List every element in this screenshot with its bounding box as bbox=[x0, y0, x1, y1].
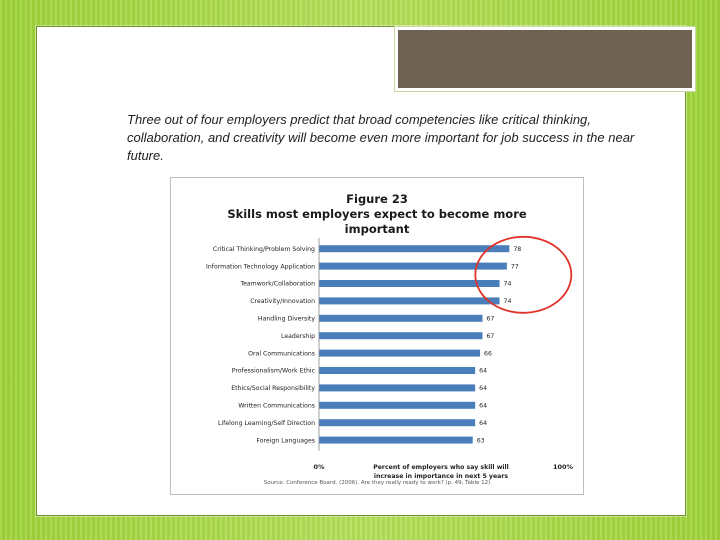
data-label: 64 bbox=[479, 385, 488, 393]
data-label: 67 bbox=[486, 315, 495, 323]
chart-figure-number: Figure 23 bbox=[346, 192, 408, 206]
category-label: Creativity/Innovation bbox=[250, 298, 315, 306]
data-label: 64 bbox=[479, 367, 488, 375]
data-label: 77 bbox=[510, 263, 519, 271]
category-label: Teamwork/Collaboration bbox=[240, 280, 315, 288]
bar bbox=[319, 297, 500, 304]
category-label: Handling Diversity bbox=[257, 315, 315, 323]
data-label: 64 bbox=[479, 402, 488, 410]
x-axis-label-line1: Percent of employers who say skill will bbox=[373, 463, 509, 471]
bar bbox=[319, 402, 475, 409]
caption-text: Three out of four employers predict that broad competencies like critical thinking, collaboration, and creativity will become even more important for job success in the near future. bbox=[127, 112, 635, 163]
title-placeholder-tab bbox=[395, 27, 695, 91]
data-label: 63 bbox=[476, 437, 485, 445]
category-label: Information Technology Application bbox=[206, 263, 315, 271]
category-label: Foreign Languages bbox=[256, 437, 315, 445]
slide bbox=[36, 26, 686, 516]
category-label: Lifelong Learning/Self Direction bbox=[218, 419, 315, 427]
bar bbox=[319, 367, 475, 374]
data-label: 74 bbox=[503, 280, 512, 288]
data-label: 64 bbox=[479, 419, 488, 427]
highlight-circle bbox=[475, 237, 571, 313]
chart-title-line1: Skills most employers expect to become more bbox=[227, 207, 527, 221]
x-tick-end: 100% bbox=[552, 462, 574, 471]
bar bbox=[319, 437, 473, 444]
x-axis-label-line2: increase in importance in next 5 years bbox=[373, 472, 509, 480]
chart-figure bbox=[170, 177, 584, 495]
data-label: 66 bbox=[484, 350, 492, 358]
chart-title-line2: important bbox=[344, 222, 410, 236]
category-label: Written Communications bbox=[238, 402, 315, 410]
bar bbox=[319, 280, 500, 287]
bar-chart bbox=[171, 178, 583, 494]
x-tick-start: 0% bbox=[313, 462, 325, 471]
bar bbox=[319, 384, 475, 391]
data-label: 67 bbox=[486, 332, 495, 340]
chart-source: Source: Conference Board. (2006). Are they really ready to work? (p. 49, Table 12) bbox=[263, 480, 491, 486]
data-label: 74 bbox=[503, 298, 512, 306]
data-label: 78 bbox=[513, 245, 522, 253]
bar bbox=[319, 419, 475, 426]
category-label: Oral Communications bbox=[248, 350, 315, 358]
category-label: Professionalism/Work Ethic bbox=[231, 367, 315, 375]
category-label: Leadership bbox=[280, 332, 315, 340]
bar bbox=[319, 245, 509, 252]
bar bbox=[319, 350, 480, 357]
category-label: Critical Thinking/Problem Solving bbox=[212, 245, 315, 253]
bar bbox=[319, 263, 507, 270]
category-label: Ethics/Social Responsibility bbox=[231, 385, 315, 393]
bar bbox=[319, 315, 482, 322]
bar bbox=[319, 332, 482, 339]
